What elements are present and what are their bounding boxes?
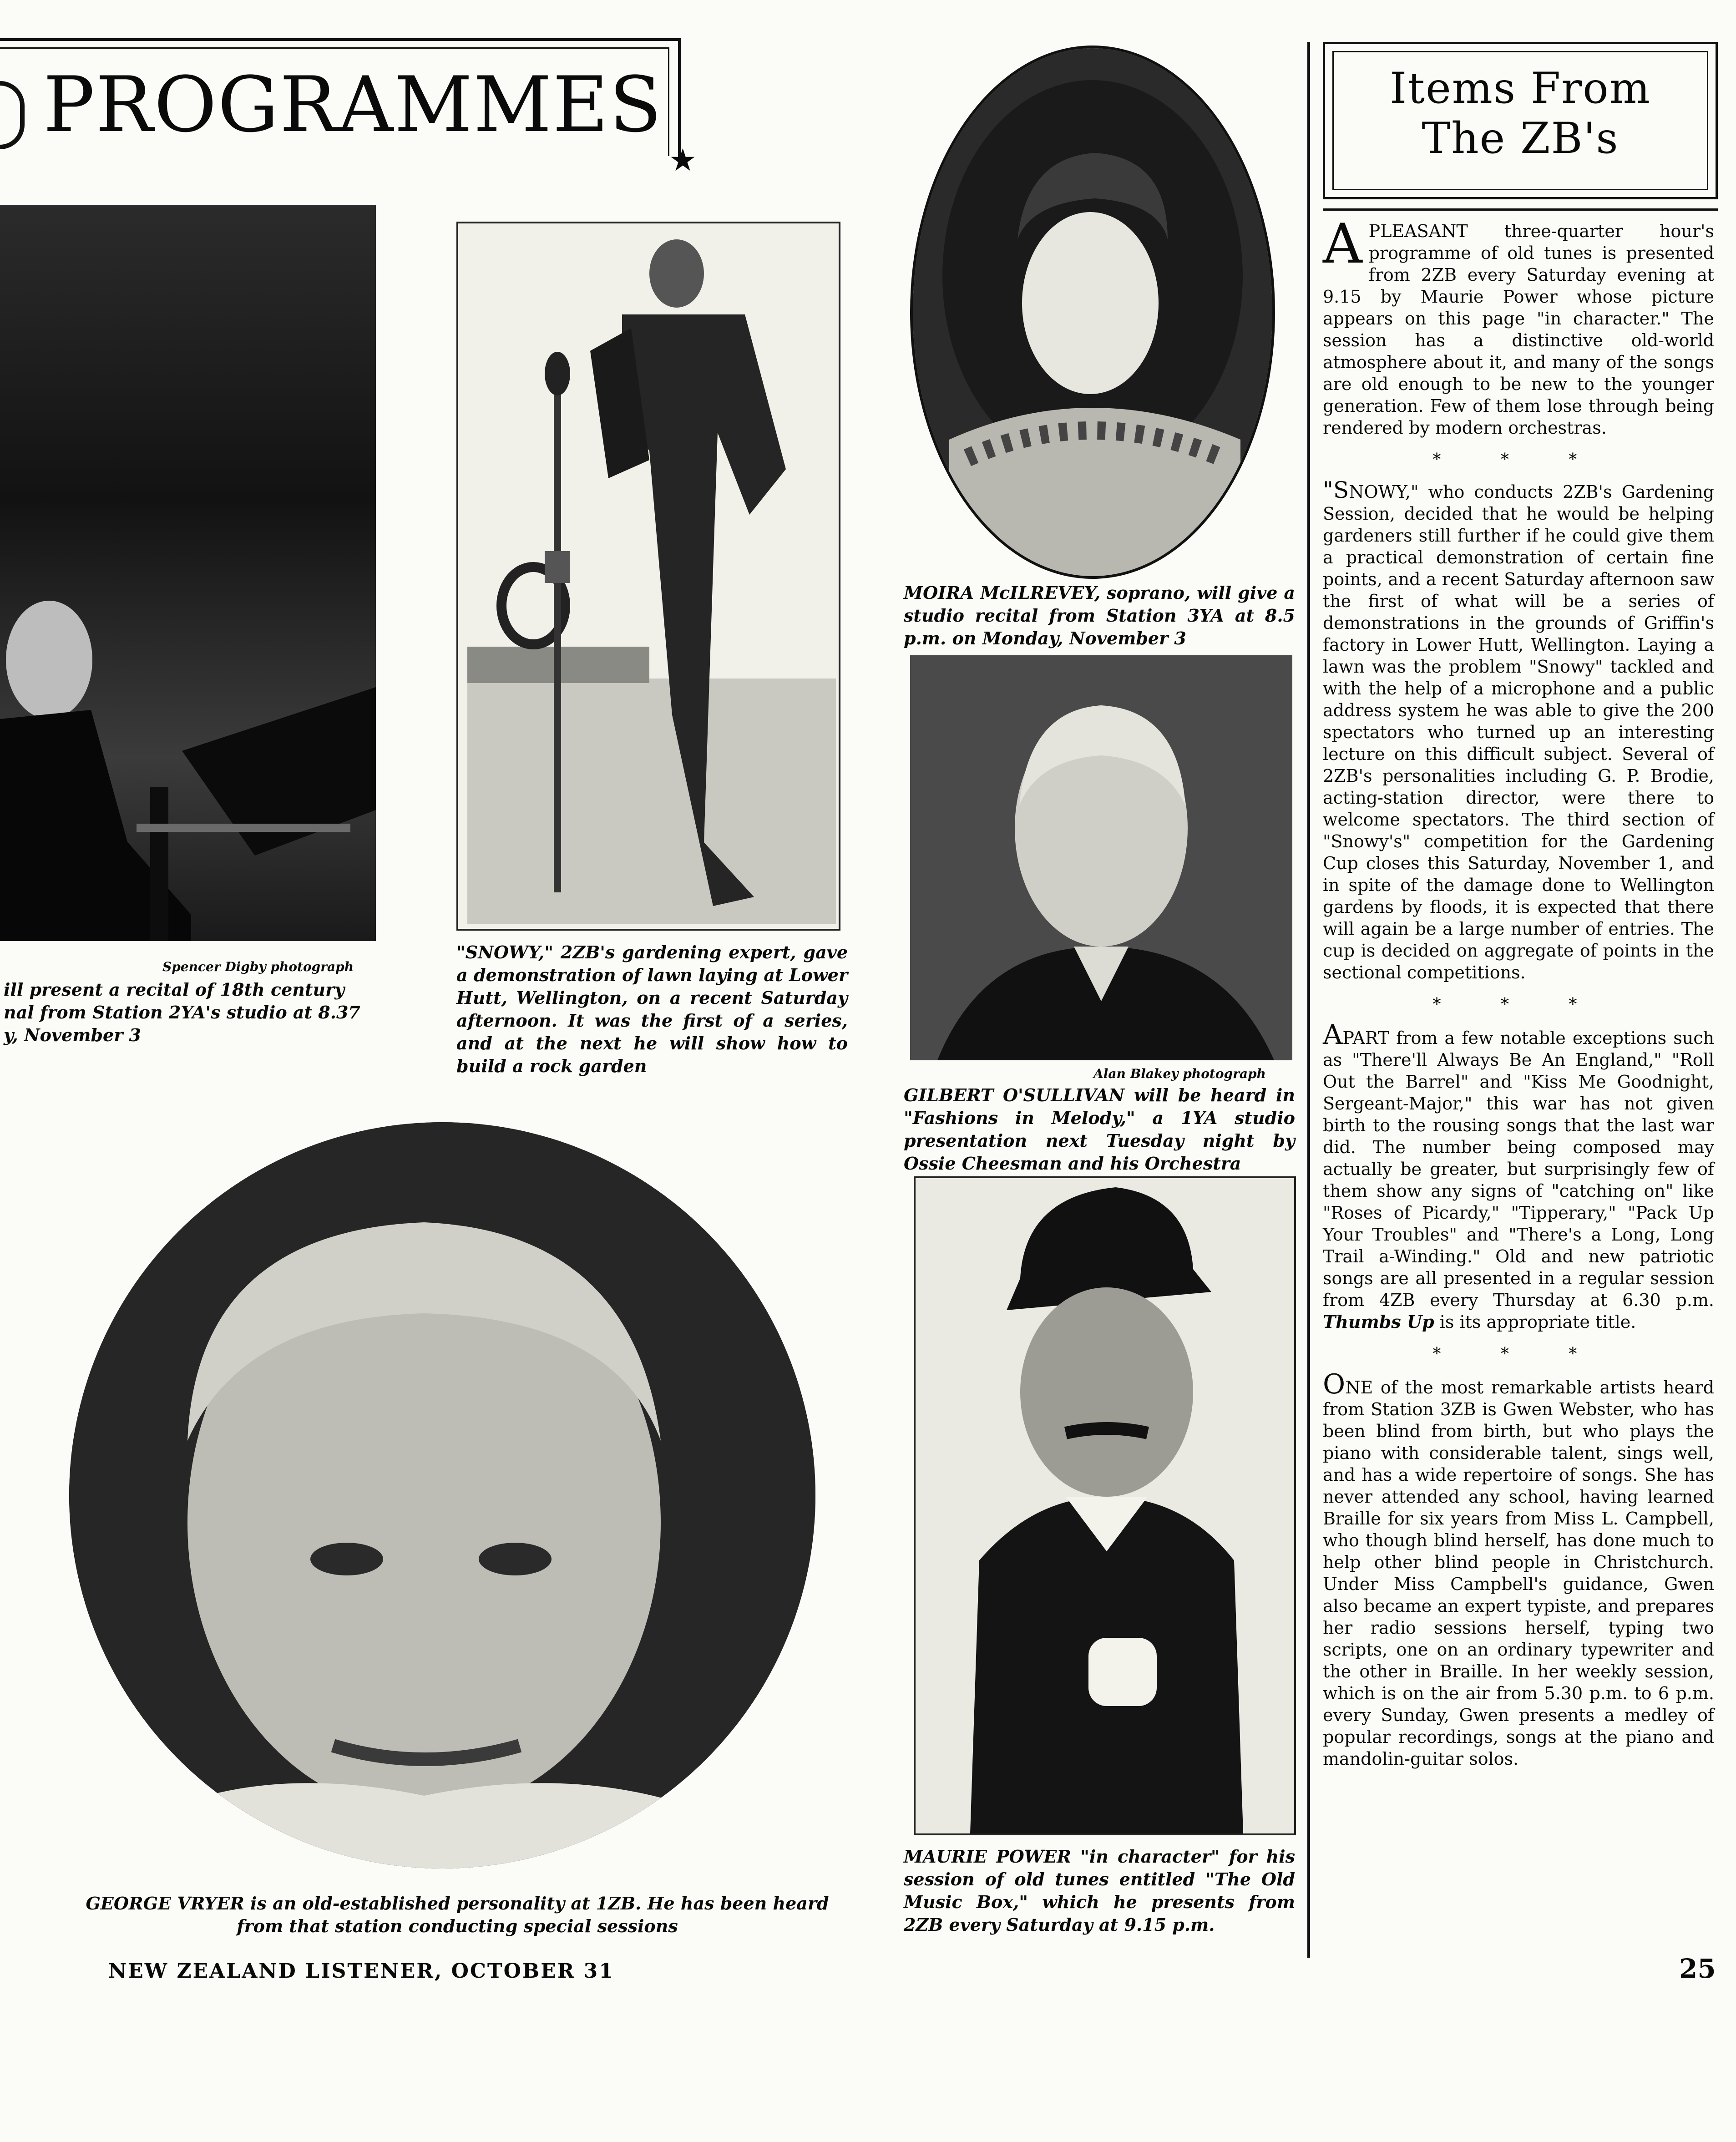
page-title: PROGRAMMES [43,60,663,149]
paragraph-snowy [1323,479,1714,983]
spencer-digby-credit: Spencer Digby photograph [162,959,354,974]
gilbert-caption: GILBERT O'SULLIVAN will be heard in "Fashions in Melody," a 1YA studio presentation next Tuesday night by Ossie Cheesman and his Orchestra [904,1085,1295,1174]
george-photo [69,1122,815,1869]
footer-publication: NEW ZEALAND LISTENER, OCTOBER 31 [108,1960,614,1983]
george-caption: GEORGE VRYER is an old-established personality at 1ZB. He has been heard from that station conducting special sessions [86,1893,829,1936]
alan-blakey-credit: Alan Blakey photograph [1093,1066,1266,1081]
maurie-caption: MAURIE POWER "in character" for his session of old tunes entitled "The Old Music Box," which he presents from 2ZB every Saturday at 9.15 p.m. [904,1846,1295,1935]
zb-rule [1323,208,1718,211]
paragraph-old-tunes [1323,213,1714,439]
zb-article [1323,213,1714,1770]
maurie-photo [914,1176,1296,1835]
zb-title-line-2: The ZB's [1422,114,1619,163]
paragraph-war-songs-text: PART from a few notable exceptions such as "There'll Always Be An England," "Roll Out the Barrel" and "Kiss Me Goodnight, Sergeant-Major," this war has not given birth to the rousing songs that the last war did. The number being composed may actually be greater, but surprisingly few of them show any signs of "catching on" like "Roses of Picardy," "Tipperary," "Pack Up Your Troubles" and "There's a Long, Long Trail a-Winding." Old and new patriotic songs are all presented in a regular session from 4ZB every Thursday at 6.30 p.m. [1323,1028,1714,1310]
moira-caption: MOIRA McILREVEY, soprano, will give a studio recital from Station 3YA at 8.5 p.m. on Monday, November 3 [904,582,1295,648]
pianist-caption-line-1: ill present a recital of 18th century [4,979,345,1000]
pianist-caption-line-2: nal from Station 2YA's studio at 8.37 [4,1002,360,1023]
drop-cap-a: A [1323,213,1362,276]
pianist-caption-line-3: y, November 3 [4,1025,141,1045]
paragraph-war-songs [1323,1019,1714,1333]
section-separator-2: * * * [1432,995,1604,1014]
gilbert-photo [910,655,1292,1060]
title-star: ★ [669,142,697,178]
moira-photo [910,46,1275,579]
page-number: 25 [1679,1953,1716,1984]
paragraph-gwen-webster-text: NE of the most remarkable artists heard from Station 3ZB is Gwen Webster, who has been blind from birth, but who plays the piano with considerable talent, sings well, and has a wide repertoire of songs. She has never attended any school, having learned Braille for six years from Miss L. Campbell, who though blind herself, has done much to help other blind people in Christchurch. Under Miss Campbell's guidance, Gwen also became an expert typiste, and prepares her radio sessions herself, typing two scripts, one on an ordinary typewriter and the other in Braille. In her weekly session, which is on the air from 5.30 p.m. to 6 p.m. every Sunday, Gwen presents a medley of popular recordings, songs at the piano and mandolin-guitar solos. [1323,1377,1714,1769]
zb-title-line-1: Items From [1390,64,1651,113]
right-column-divider [1307,42,1310,1958]
drop-cap-one: O [1323,1368,1346,1400]
snowy-photo [456,222,840,931]
thumbs-up-title: Thumbs Up [1323,1312,1434,1332]
snowy-lead: "S [1323,477,1349,503]
paragraph-gwen-webster [1323,1368,1714,1770]
snowy-caption: "SNOWY," 2ZB's gardening expert, gave a demonstration of lawn laying at Lower Hutt, Wellington, on a recent Saturday afternoon. It was the first of a series, and at the next he will show how to build a rock garden [456,942,848,1076]
drop-cap-apart: A [1323,1019,1343,1051]
paragraph-war-songs-end: is its appropriate title. [1434,1312,1636,1332]
section-separator-1: * * * [1432,451,1604,469]
section-separator-3: * * * [1432,1345,1604,1363]
pianist-photo [0,205,376,941]
paragraph-old-tunes-text: PLEASANT three-quarter hour's programme of old tunes is presented from 2ZB every Saturday evening at 9.15 by Maurie Power whose picture appears on this page "in character." The session has a distinctive old-world atmosphere about it, and many of the songs are old enough to be new to the younger generation. Few of them lose through being rendered by modern orchestras. [1323,221,1714,438]
zb-title [1332,64,1708,164]
paragraph-snowy-text: NOWY," who conducts 2ZB's Gardening Session, decided that he would be helping gardeners still further if he could give them a practical demonstration of certain fine points, and a recent Saturday afternoon saw the first of what will be a series of demonstrations in the grounds of Griffin's factory in Lower Hutt, Wellington. Laying a lawn was the problem "Snowy" tackled and with the help of a microphone and a public address system he was able to give the 200 spectators who turned up an interesting lecture on this difficult subject. Several of 2ZB's personalities including G. P. Brodie, acting-station director, were there to welcome spectators. The third section of "Snowy's" competition for the Gardening Cup closes this Saturday, November 1, and in spite of the damage done to Wellington gardens by floods, it is expected that there will again be a large number of entries. The cup is decided on aggregate of points in the sectional competitions. [1323,482,1714,982]
